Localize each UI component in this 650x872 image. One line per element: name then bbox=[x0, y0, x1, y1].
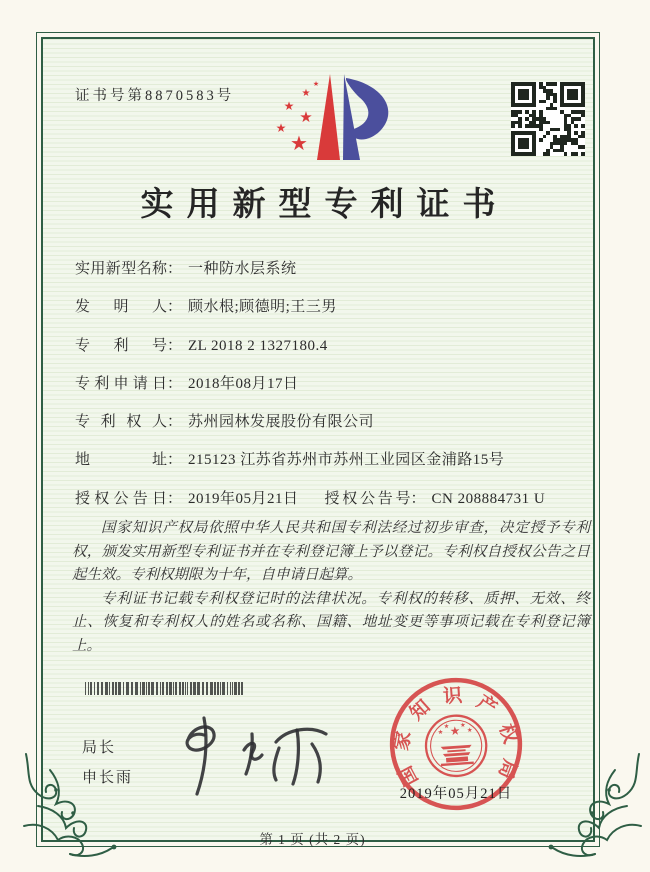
svg-text:★: ★ bbox=[466, 725, 473, 735]
svg-text:识: 识 bbox=[442, 685, 463, 708]
svg-text:局: 局 bbox=[493, 756, 521, 782]
director-block bbox=[82, 733, 133, 793]
svg-text:★: ★ bbox=[437, 727, 444, 737]
field-label: 实用新型名称 bbox=[75, 261, 167, 277]
field-address bbox=[75, 448, 595, 486]
svg-text:★: ★ bbox=[301, 88, 311, 99]
svg-text:★: ★ bbox=[275, 121, 287, 135]
field-value: 一种防水层系统 bbox=[188, 261, 297, 277]
director-title: 局长 bbox=[82, 740, 117, 756]
svg-text:★: ★ bbox=[312, 80, 320, 88]
svg-text:★: ★ bbox=[449, 723, 461, 739]
field-value: 215123 江苏省苏州市苏州工业园区金浦路15号 bbox=[188, 452, 505, 469]
seal-date: 2019年05月21日 bbox=[399, 786, 513, 802]
svg-text:★: ★ bbox=[459, 720, 467, 730]
field-label: 授权公告号 bbox=[324, 490, 411, 507]
field-inventors bbox=[75, 295, 595, 333]
field-value: 顾水根;顾德明;王三男 bbox=[188, 299, 337, 316]
barcode bbox=[85, 682, 249, 695]
certificate-fields bbox=[75, 257, 595, 525]
legal-text bbox=[72, 517, 590, 659]
field-colon: ： bbox=[410, 490, 426, 507]
field-value: 苏州园林发展股份有限公司 bbox=[188, 414, 375, 431]
field-patent-number bbox=[75, 334, 595, 372]
field-colon: ： bbox=[167, 299, 183, 316]
field-colon: ： bbox=[167, 414, 183, 431]
cnipa-patent-logo-icon bbox=[254, 68, 406, 182]
national-emblem-icon bbox=[424, 714, 488, 778]
svg-text:家: 家 bbox=[391, 729, 416, 753]
director-name: 申长雨 bbox=[82, 770, 134, 786]
field-label: 授权公告日 bbox=[75, 490, 167, 507]
svg-text:产: 产 bbox=[472, 691, 501, 720]
field-colon: ： bbox=[167, 490, 183, 507]
svg-text:★: ★ bbox=[290, 131, 308, 155]
field-filing-date bbox=[75, 372, 595, 410]
legal-paragraph-2: 专利证书记载专利权登记时的法律状况。专利权的转移、质押、无效、终止、恢复和专利权人的姓名或名称、国籍、地址变更等事项记载在专利登记簿上。 bbox=[72, 590, 590, 654]
field-label: 专利权人 bbox=[75, 414, 167, 431]
field-invention-name bbox=[75, 257, 595, 295]
field-colon: ： bbox=[167, 375, 183, 392]
svg-text:★: ★ bbox=[299, 108, 313, 126]
field-grant-number bbox=[325, 491, 546, 507]
field-colon: ： bbox=[167, 261, 183, 277]
svg-text:权: 权 bbox=[494, 721, 521, 747]
field-label: 发明人 bbox=[75, 299, 167, 316]
field-colon: ： bbox=[167, 452, 183, 469]
field-value: 2019年05月21日 bbox=[188, 490, 299, 507]
field-colon: ： bbox=[167, 337, 183, 354]
svg-text:国: 国 bbox=[395, 762, 423, 790]
field-patentee bbox=[75, 410, 595, 448]
legal-paragraph-1: 国家知识产权局依照中华人民共和国专利法经过初步审查，决定授予专利权，颁发实用新型专利证书并在专利登记簿上予以登记。专利权自授权公告之日起生效。专利权期限为十年，自申请日起算。 bbox=[72, 520, 590, 584]
field-label: 地址 bbox=[75, 452, 167, 469]
field-value: 2018年08月17日 bbox=[188, 375, 299, 392]
field-label: 专利号 bbox=[75, 337, 167, 354]
qr-code bbox=[511, 82, 585, 156]
page-footer: 第 1 页 (共 2 页) bbox=[259, 832, 366, 847]
svg-text:★: ★ bbox=[283, 99, 295, 113]
field-label: 专利申请日 bbox=[75, 375, 167, 392]
certificate-title: 实用新型专利证书 bbox=[140, 187, 509, 223]
svg-text:★: ★ bbox=[443, 722, 450, 731]
field-value: ZL 2018 2 1327180.4 bbox=[188, 337, 328, 354]
field-value: CN 208884731 U bbox=[431, 490, 546, 507]
director-signature bbox=[158, 710, 343, 802]
certificate-number: 证书号第8870583号 bbox=[75, 88, 235, 104]
svg-text:知: 知 bbox=[406, 696, 435, 725]
